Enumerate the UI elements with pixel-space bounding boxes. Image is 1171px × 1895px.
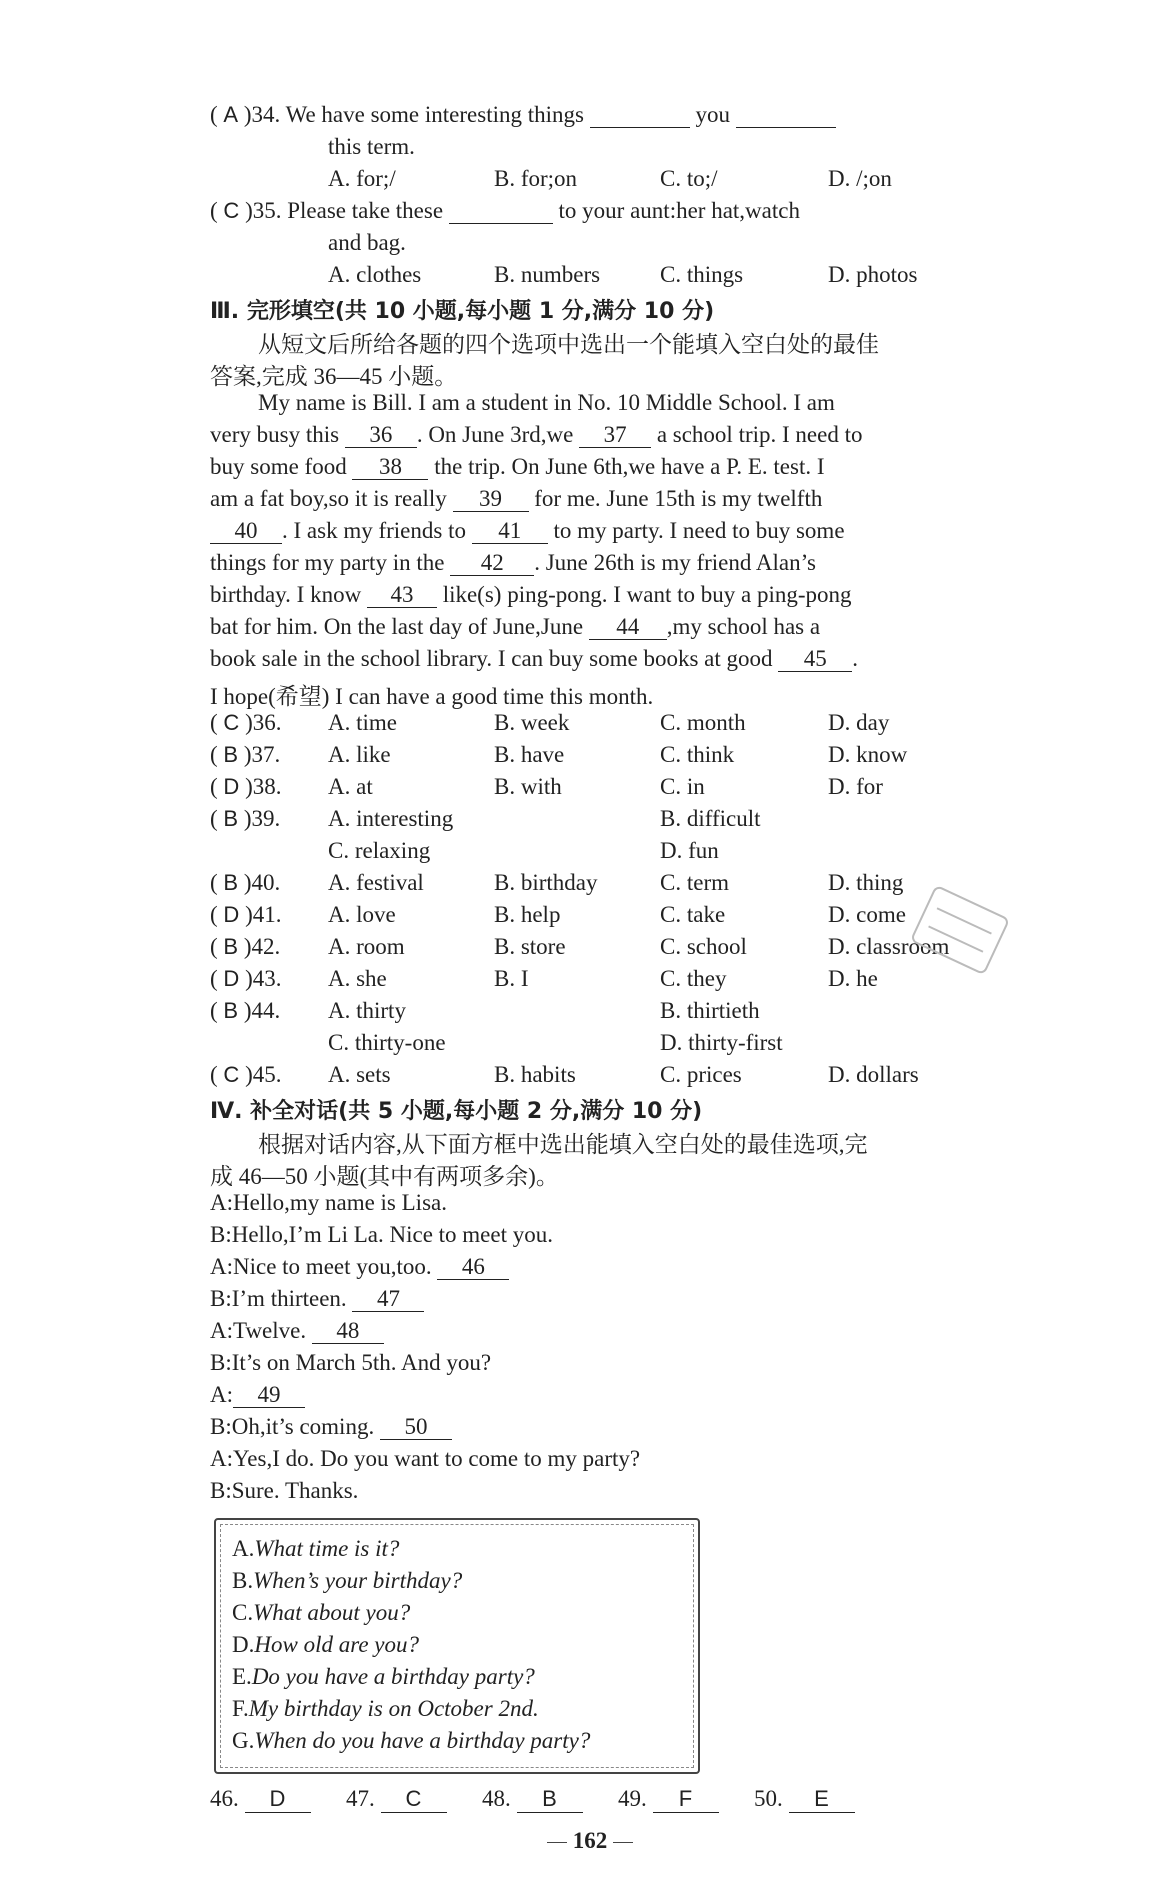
q34-opt-c: C. to;/	[660, 166, 718, 191]
passage-line: bat for him. On the last day of June,June 44 ,my school has a	[210, 614, 821, 639]
choice-opt: A. she	[328, 966, 387, 991]
choice-opt: D. for	[828, 774, 883, 799]
choice-opt: C. school	[660, 934, 747, 959]
choice-opt: D. know	[828, 742, 908, 767]
section-3-instructions: 从短文后所给各题的四个选项中选出一个能填入空白处的最佳	[258, 332, 879, 357]
dialogue-line: A:Hello,my name is Lisa.	[210, 1190, 447, 1215]
choice-opt: D. dollars	[828, 1062, 919, 1087]
q35-opt-b: B. numbers	[494, 262, 601, 287]
choice-opt: A. room	[328, 934, 405, 959]
blank-36: 36	[345, 422, 417, 448]
box-option-g: G.When do you have a birthday party?	[232, 1728, 591, 1753]
final-answer-48: 48. B	[482, 1786, 583, 1813]
final-answer-46: 46. D	[210, 1786, 311, 1813]
choice-opt: C. month	[660, 710, 746, 735]
choice-43: ( D )43.	[210, 966, 282, 991]
choice-37: ( B )37.	[210, 742, 281, 767]
section-3-title: Ⅲ. 完形填空(共 10 小题,每小题 1 分,满分 10 分)	[210, 299, 715, 324]
dialogue-line: A:Yes,I do. Do you want to come to my party?	[210, 1446, 641, 1471]
passage-line: My name is Bill. I am a student in No. 10 Middle School. I am	[258, 390, 835, 415]
dialogue-line: B:I’m thirteen. 47	[210, 1286, 424, 1312]
choice-opt: D. fun	[660, 838, 719, 863]
choice-36: ( C )36.	[210, 710, 282, 735]
choice-opt: B. have	[494, 742, 565, 767]
passage-line: birthday. I know 43 like(s) ping-pong. I want to buy a ping-pong	[210, 582, 852, 607]
passage-line: am a fat boy,so it is really 39 for me. June 15th is my twelfth	[210, 486, 823, 511]
box-option-c: C.What about you?	[232, 1600, 411, 1625]
choice-opt: B. help	[494, 902, 561, 927]
q35-line2: and bag.	[328, 230, 406, 255]
passage-line: book sale in the school library. I can buy some books at good 45 .	[210, 646, 859, 671]
choice-opt: A. thirty	[328, 998, 406, 1023]
q34-line1: ( A )34. We have some interesting things you	[210, 102, 836, 128]
choice-opt: A. at	[328, 774, 373, 799]
choice-45: ( C )45.	[210, 1062, 282, 1087]
final-answer-49: 49. F	[618, 1786, 719, 1813]
answer-35: C	[223, 198, 240, 223]
choice-opt: B. with	[494, 774, 562, 799]
q34-opt-d: D. /;on	[828, 166, 892, 191]
choice-opt: C. term	[660, 870, 729, 895]
dialogue-line: A: 49	[210, 1382, 305, 1408]
choice-opt: A. interesting	[328, 806, 454, 831]
q35-opt-d: D. photos	[828, 262, 918, 287]
section-4-title: Ⅳ. 补全对话(共 5 小题,每小题 2 分,满分 10 分)	[210, 1099, 703, 1124]
passage-line: 40 . I ask my friends to 41 to my party. I need to buy some	[210, 518, 845, 544]
blank-50: 50	[380, 1414, 452, 1440]
dialogue-line: B:Hello,I’m Li La. Nice to meet you.	[210, 1222, 553, 1247]
choice-opt: D. thirty-first	[660, 1030, 783, 1055]
blank	[590, 102, 690, 128]
choice-opt: D. thing	[828, 870, 904, 895]
q35-line1: ( C )35. Please take these to your aunt:her hat,watch	[210, 198, 800, 223]
blank	[736, 102, 836, 128]
blank-41: 41	[472, 518, 548, 544]
choice-opt: B. week	[494, 710, 570, 735]
blank	[449, 198, 553, 224]
choice-44: ( B )44.	[210, 998, 281, 1023]
passage-line: very busy this 36 . On June 3rd,we 37 a school trip. I need to	[210, 422, 863, 447]
watermark-stamp-icon	[900, 870, 1020, 990]
choice-opt: B. thirtieth	[660, 998, 760, 1023]
dialogue-line: B:Oh,it’s coming. 50	[210, 1414, 452, 1440]
page-number: 162	[530, 1828, 650, 1854]
final-answer-47: 47. C	[346, 1786, 447, 1813]
choice-opt: B. difficult	[660, 806, 761, 831]
choice-opt: C. relaxing	[328, 838, 431, 863]
q35-opt-c: C. things	[660, 262, 744, 287]
blank-47: 47	[352, 1286, 424, 1312]
box-option-a: A.What time is it?	[232, 1536, 400, 1561]
dialogue-line: A:Twelve. 48	[210, 1318, 384, 1344]
choice-opt: D. he	[828, 966, 878, 991]
choice-opt: C. think	[660, 742, 735, 767]
choice-opt: A. like	[328, 742, 391, 767]
choice-opt: C. prices	[660, 1062, 742, 1087]
choice-opt: B. birthday	[494, 870, 598, 895]
blank-49: 49	[233, 1382, 305, 1408]
section-4-instructions-cont: 成 46—50 小题(其中有两项多余)。	[210, 1164, 559, 1189]
choice-opt: B. store	[494, 934, 566, 959]
passage-line: things for my party in the 42 . June 26th is my friend Alan’s	[210, 550, 816, 575]
q34-line2: this term.	[328, 134, 415, 159]
blank-42: 42	[450, 550, 534, 576]
choice-40: ( B )40.	[210, 870, 281, 895]
section-3-instructions-cont: 答案,完成 36—45 小题。	[210, 364, 458, 389]
choice-opt: C. take	[660, 902, 726, 927]
box-option-f: F.My birthday is on October 2nd.	[232, 1696, 539, 1721]
blank-48: 48	[312, 1318, 384, 1344]
blank-45: 45	[778, 646, 852, 672]
choice-opt: D. day	[828, 710, 890, 735]
choice-39: ( B )39.	[210, 806, 281, 831]
choice-opt: B. I	[494, 966, 529, 991]
q34-opt-b: B. for;on	[494, 166, 578, 191]
choice-38: ( D )38.	[210, 774, 282, 799]
final-answer-50: 50. E	[754, 1786, 855, 1813]
choice-opt: D. come	[828, 902, 906, 927]
choice-opt: A. time	[328, 710, 397, 735]
blank-38: 38	[352, 454, 428, 480]
passage-line: buy some food 38 the trip. On June 6th,we have a P. E. test. I	[210, 454, 825, 479]
box-option-d: D.How old are you?	[232, 1632, 419, 1657]
box-option-b: B.When’s your birthday?	[232, 1568, 463, 1593]
blank-43: 43	[367, 582, 437, 608]
choice-42: ( B )42.	[210, 934, 281, 959]
choice-opt: C. they	[660, 966, 727, 991]
blank-39: 39	[453, 486, 529, 512]
choice-opt: C. in	[660, 774, 705, 799]
dialogue-line: A:Nice to meet you,too. 46	[210, 1254, 509, 1280]
dialogue-line: B:It’s on March 5th. And you?	[210, 1350, 492, 1375]
choice-opt: A. festival	[328, 870, 424, 895]
choice-opt: D. classroom	[828, 934, 950, 959]
choice-opt: B. habits	[494, 1062, 576, 1087]
blank-40: 40	[210, 518, 282, 544]
box-option-e: E.Do you have a birthday party?	[232, 1664, 535, 1689]
choice-41: ( D )41.	[210, 902, 282, 927]
choice-opt: A. sets	[328, 1062, 391, 1087]
q34-opt-a: A. for;/	[328, 166, 396, 191]
choice-opt: C. thirty-one	[328, 1030, 446, 1055]
q35-opt-a: A. clothes	[328, 262, 422, 287]
blank-44: 44	[589, 614, 667, 640]
answer-34: A	[223, 102, 239, 127]
dialogue-line: B:Sure. Thanks.	[210, 1478, 359, 1503]
passage-line: I hope(希望) I can have a good time this month.	[210, 684, 654, 709]
choice-opt: A. love	[328, 902, 396, 927]
section-4-instructions: 根据对话内容,从下面方框中选出能填入空白处的最佳选项,完	[258, 1132, 868, 1157]
blank-46: 46	[437, 1254, 509, 1280]
blank-37: 37	[579, 422, 651, 448]
